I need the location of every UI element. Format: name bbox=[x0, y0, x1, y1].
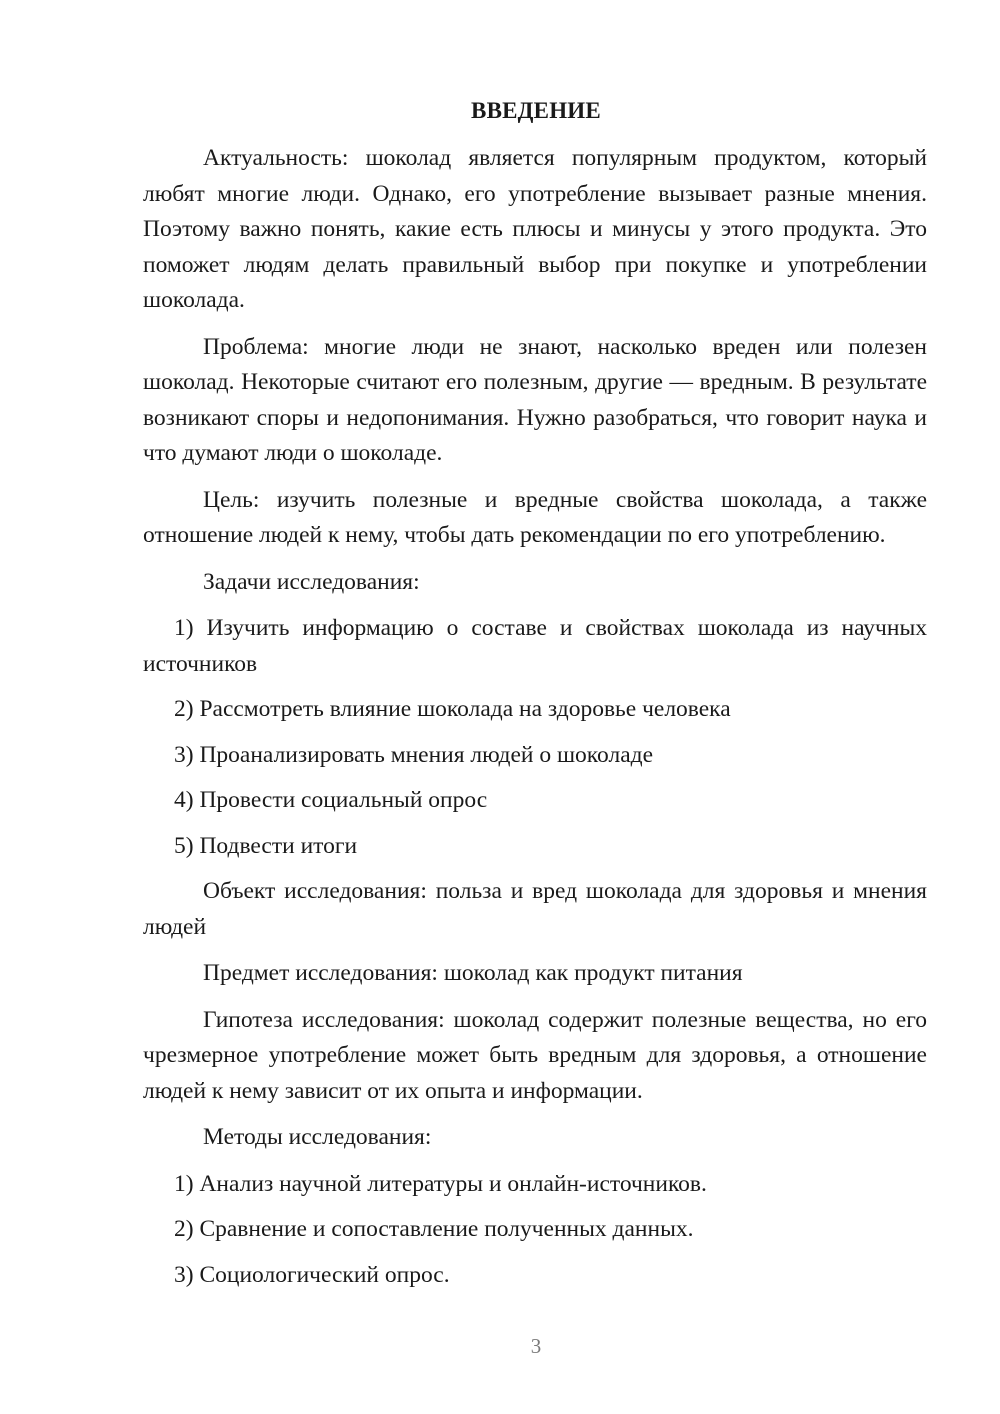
tasks-list bbox=[143, 611, 927, 864]
problem-paragraph: Проблема: многие люди не знают, насколько вреден или полезен шоколад. Некоторые считают его полезным, другие — вредным. В результате возникают споры и недопонимания. Нужно разобраться, что говорит наука и что думают люди о шоколаде. bbox=[143, 333, 927, 466]
list-item-method-2: 2) Сравнение и сопоставление полученных данных. bbox=[174, 1216, 694, 1242]
tasks-heading: Задачи исследования: bbox=[203, 568, 420, 595]
list-item-method-1: 1) Анализ научной литературы и онлайн-источников. bbox=[174, 1170, 707, 1197]
page-number: 3 bbox=[530, 1334, 542, 1358]
list-item-task-3: 3) Проанализировать мнения людей о шоколаде bbox=[174, 741, 654, 768]
relevance-paragraph: Актуальность: шоколад является популярным продуктом, который любят многие люди. Однако, его употребление вызывает разные мнения. Поэтому важно понять, какие есть плюсы и минусы у этого продукта. Это поможет людям делать правильный выбор при покупке и употреблении шоколада. bbox=[143, 145, 927, 313]
list-item-method-3: 3) Социологический опрос. bbox=[174, 1261, 450, 1288]
list-item-task-1: 1) Изучить информацию о составе и свойствах шоколада из научных источников bbox=[143, 615, 927, 677]
object-paragraph: Объект исследования: польза и вред шоколада для здоровья и мнения людей bbox=[143, 878, 927, 940]
list-item-task-4: 4) Провести социальный опрос bbox=[174, 787, 488, 813]
document-body bbox=[143, 141, 927, 1303]
list-item-task-5: 5) Подвести итоги bbox=[174, 832, 358, 859]
methods-list bbox=[143, 1167, 927, 1294]
methods-heading: Методы исследования: bbox=[203, 1124, 432, 1150]
goal-paragraph: Цель: изучить полезные и вредные свойства шоколада, а также отношение людей к нему, чтобы дать рекомендации по его употреблению. bbox=[143, 486, 927, 548]
hypothesis-paragraph: Гипотеза исследования: шоколад содержит полезные вещества, но его чрезмерное употребление может быть вредным для здоровья, а отношение людей к нему зависит от их опыта и информации. bbox=[143, 1006, 927, 1104]
page-title: ВВЕДЕНИЕ bbox=[471, 98, 601, 123]
subject-paragraph: Предмет исследования: шоколад как продукт питания bbox=[203, 960, 743, 986]
list-item-task-2: 2) Рассмотреть влияние шоколада на здоровье человека bbox=[174, 696, 731, 722]
